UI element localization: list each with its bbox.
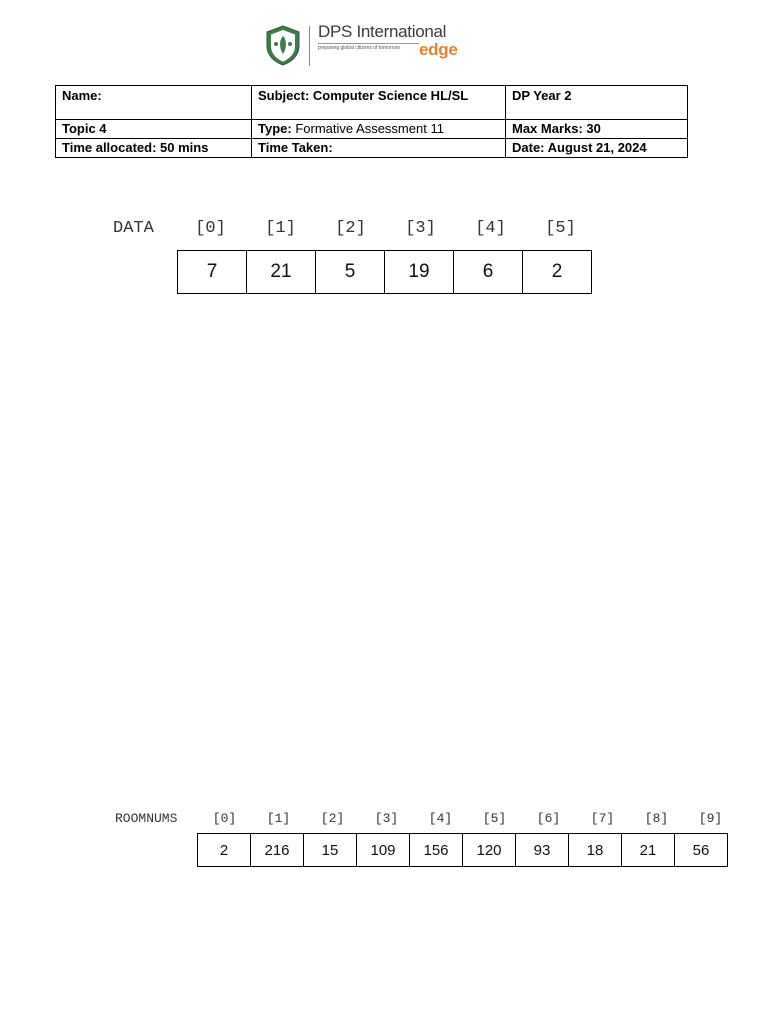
array-cell: 7 xyxy=(177,250,247,294)
array-label: DATA xyxy=(113,219,154,238)
array-cell: 15 xyxy=(303,833,357,867)
year-value: DP Year 2 xyxy=(512,88,572,103)
array-cell: 2 xyxy=(522,250,592,294)
logo-divider xyxy=(309,26,310,66)
school-crest-icon xyxy=(264,24,302,66)
array-cell: 216 xyxy=(250,833,304,867)
brand-underline xyxy=(318,43,419,44)
type-label: Type: xyxy=(258,121,292,136)
table-row xyxy=(56,86,688,120)
array-index-label: [8] xyxy=(644,811,669,826)
array-index-label: [5] xyxy=(545,219,576,238)
array-index-label: [5] xyxy=(482,811,507,826)
type-cell xyxy=(252,120,506,139)
array-index-label: [1] xyxy=(266,811,291,826)
date-value: Date: August 21, 2024 xyxy=(512,140,647,155)
subject-cell xyxy=(252,86,506,120)
date-cell xyxy=(506,139,688,158)
array-index-label: [1] xyxy=(265,219,296,238)
topic-cell xyxy=(56,120,252,139)
table-row xyxy=(56,139,688,158)
array-index-label: [3] xyxy=(374,811,399,826)
subject-value: Computer Science HL/SL xyxy=(312,88,469,103)
array-label: ROOMNUMS xyxy=(115,811,178,826)
table-row xyxy=(56,120,688,139)
array-index-label: [0] xyxy=(212,811,237,826)
array-index-label: [2] xyxy=(320,811,345,826)
array-index-label: [0] xyxy=(195,219,226,238)
array-cell: 19 xyxy=(384,250,454,294)
array-cell: 21 xyxy=(621,833,675,867)
max-marks-value: Max Marks: 30 xyxy=(512,121,601,136)
brand-name: DPS International xyxy=(318,22,447,41)
time-allocated-value: Time allocated: 50 mins xyxy=(62,140,209,155)
array-index-label: [3] xyxy=(405,219,436,238)
time-taken-cell xyxy=(252,139,506,158)
brand-tagline: preparing global citizens of tomorrow xyxy=(318,45,400,51)
array-cell: 5 xyxy=(315,250,385,294)
array-index-label: [4] xyxy=(475,219,506,238)
array-index-label: [2] xyxy=(335,219,366,238)
topic-value: Topic 4 xyxy=(62,121,107,136)
array-index-label: [6] xyxy=(536,811,561,826)
time-allocated-cell xyxy=(56,139,252,158)
school-logo xyxy=(264,20,464,66)
name-label: Name: xyxy=(62,88,102,103)
array-cell: 120 xyxy=(462,833,516,867)
array-index-label: [7] xyxy=(590,811,615,826)
type-value: Formative Assessment 11 xyxy=(295,121,444,136)
max-marks-cell xyxy=(506,120,688,139)
array-cell: 109 xyxy=(356,833,410,867)
array-cell: 6 xyxy=(453,250,523,294)
year-cell xyxy=(506,86,688,120)
array-cell: 156 xyxy=(409,833,463,867)
array-cell: 21 xyxy=(246,250,316,294)
subject-label: Subject: xyxy=(258,88,310,103)
array-cell: 2 xyxy=(197,833,251,867)
brand-edge: edge xyxy=(419,40,458,59)
assessment-info-table xyxy=(55,85,688,158)
array-cell: 18 xyxy=(568,833,622,867)
array-index-label: [9] xyxy=(698,811,723,826)
array-cell: 93 xyxy=(515,833,569,867)
array-cell: 56 xyxy=(674,833,728,867)
name-cell xyxy=(56,86,252,120)
time-taken-label: Time Taken: xyxy=(258,140,333,155)
array-index-label: [4] xyxy=(428,811,453,826)
